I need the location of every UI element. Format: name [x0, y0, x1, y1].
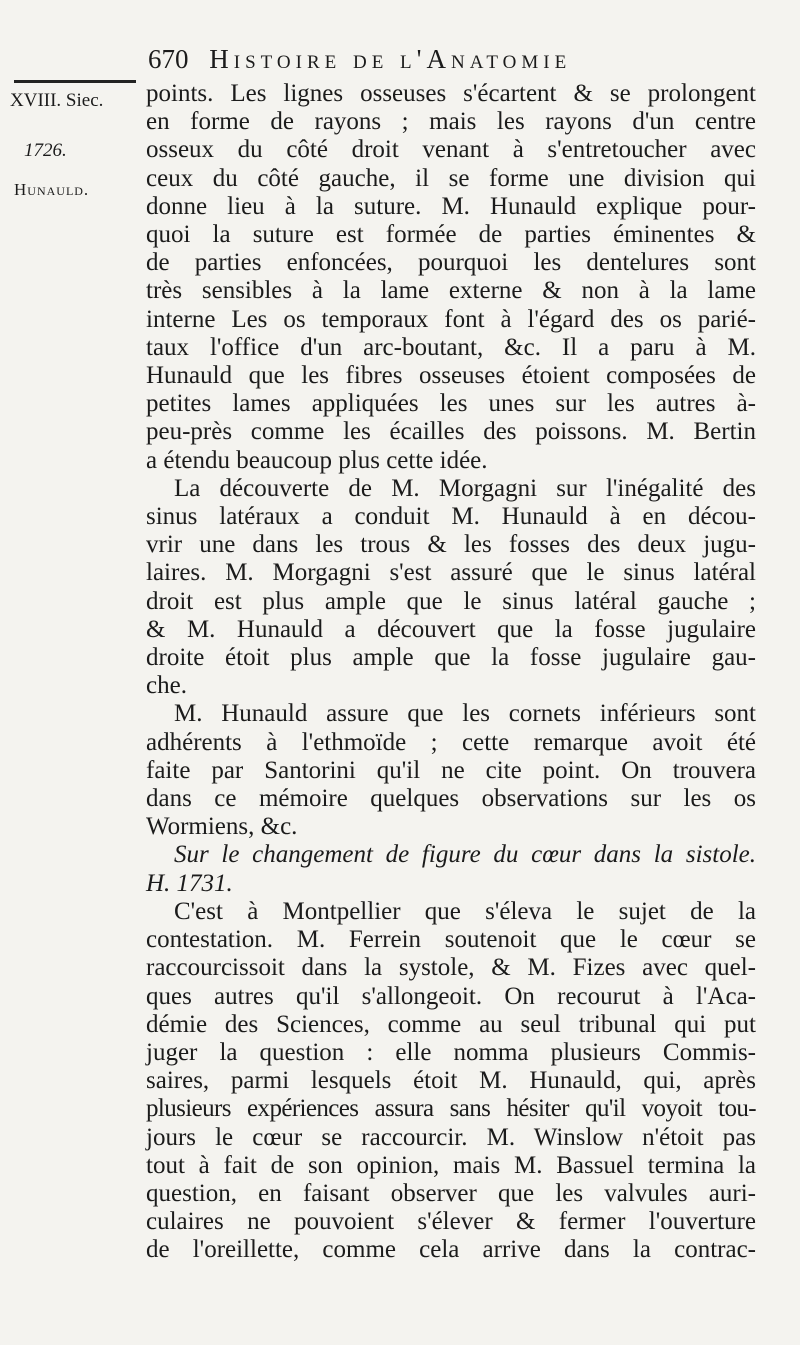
text-line: culaires ne pouvoient s'élever & fermer l'ouverture: [146, 1208, 756, 1236]
text-line: juger la question : elle nomma plusieurs Commis-: [146, 1038, 756, 1066]
text-line: en forme de rayons ; mais les rayons d'un centre: [146, 108, 756, 136]
text-line: quoi la suture est formée de parties éminentes &: [146, 221, 756, 249]
text-line: M. Hunauld assure que les cornets inférieurs sont: [174, 700, 756, 728]
text-line: jours le cœur se raccourcir. M. Winslow n'étoit pas: [146, 1123, 756, 1151]
text-line: taux l'office d'un arc-boutant, &c. Il a paru à M.: [146, 333, 756, 361]
running-header: [148, 44, 768, 75]
text-line: petites lames appliquées les unes sur les autres à-: [146, 390, 756, 418]
text-line: adhérents à l'ethmoïde ; cette remarque avoit été: [146, 728, 756, 756]
body-text: [146, 80, 756, 1265]
running-title: Histoire de l'Anatomie: [209, 44, 572, 74]
text-line: che.: [146, 672, 187, 700]
margin-rule: [14, 80, 136, 83]
section-heading-ref: H. 1731.: [146, 869, 233, 897]
text-line: osseux du côté droit venant à s'entretoucher avec: [146, 136, 756, 164]
text-line: de parties enfoncées, pourquoi les dentelures sont: [146, 249, 756, 277]
section-heading: Sur le changement de figure du cœur dans la sistole.: [174, 841, 756, 869]
text-line: La découverte de M. Morgagni sur l'inégalité des: [174, 474, 756, 502]
text-line: ceux du côté gauche, il se forme une division qui: [146, 164, 756, 192]
text-line: laires. M. Morgagni s'est assuré que le sinus latéral: [146, 559, 756, 587]
text-line: démie des Sciences, comme au seul tribunal qui put: [146, 1010, 756, 1038]
page-number: 670: [148, 44, 189, 74]
text-line: de l'oreillette, comme cela arrive dans la contrac-: [146, 1236, 756, 1264]
text-line: dans ce mémoire quelques observations sur les os: [146, 785, 756, 813]
text-line: ques autres qu'il s'allongeoit. On recourut à l'Aca-: [146, 982, 756, 1010]
text-line: C'est à Montpellier que s'éleva le sujet de la: [174, 897, 756, 925]
text-line: raccourcissoit dans la systole, & M. Fizes avec quel-: [146, 954, 756, 982]
text-line: droit est plus ample que le sinus latéral gauche ;: [146, 587, 756, 615]
margin-century: XVIII. Siec.: [10, 90, 104, 111]
text-line: a étendu beaucoup plus cette idée.: [146, 446, 488, 474]
margin-author: Hunauld.: [14, 180, 90, 199]
text-line: plusieurs expériences assura sans hésiter qu'il voyoit tou-: [146, 1095, 756, 1123]
text-line: donne lieu à la suture. M. Hunauld explique pour-: [146, 192, 756, 220]
text-line: saires, parmi lesquels étoit M. Hunauld, qui, après: [146, 1067, 756, 1095]
text-line: droite étoit plus ample que la fosse jugulaire gau-: [146, 644, 756, 672]
text-line: peu-près comme les écailles des poissons. M. Bertin: [146, 418, 756, 446]
margin-year: 1726.: [24, 140, 67, 161]
text-line: Wormiens, &c.: [146, 813, 298, 841]
text-line: faite par Santorini qu'il ne cite point. On trouvera: [146, 756, 756, 784]
text-line: vrir une dans les trous & les fosses des deux jugu-: [146, 531, 756, 559]
text-line: interne Les os temporaux font à l'égard des os parié-: [146, 305, 756, 333]
text-line: contestation. M. Ferrein soutenoit que le cœur se: [146, 926, 756, 954]
text-line: question, en faisant observer que les valvules auri-: [146, 1179, 756, 1207]
text-line: & M. Hunauld a découvert que la fosse jugulaire: [146, 615, 756, 643]
text-line: tout à fait de son opinion, mais M. Bassuel termina la: [146, 1151, 756, 1179]
text-line: points. Les lignes osseuses s'écartent & se prolongent: [146, 80, 756, 107]
text-line: Hunauld que les fibres osseuses étoient composées de: [146, 362, 756, 390]
text-line: très sensibles à la lame externe & non à la lame: [146, 277, 756, 305]
text-line: sinus latéraux a conduit M. Hunauld à en décou-: [146, 503, 756, 531]
